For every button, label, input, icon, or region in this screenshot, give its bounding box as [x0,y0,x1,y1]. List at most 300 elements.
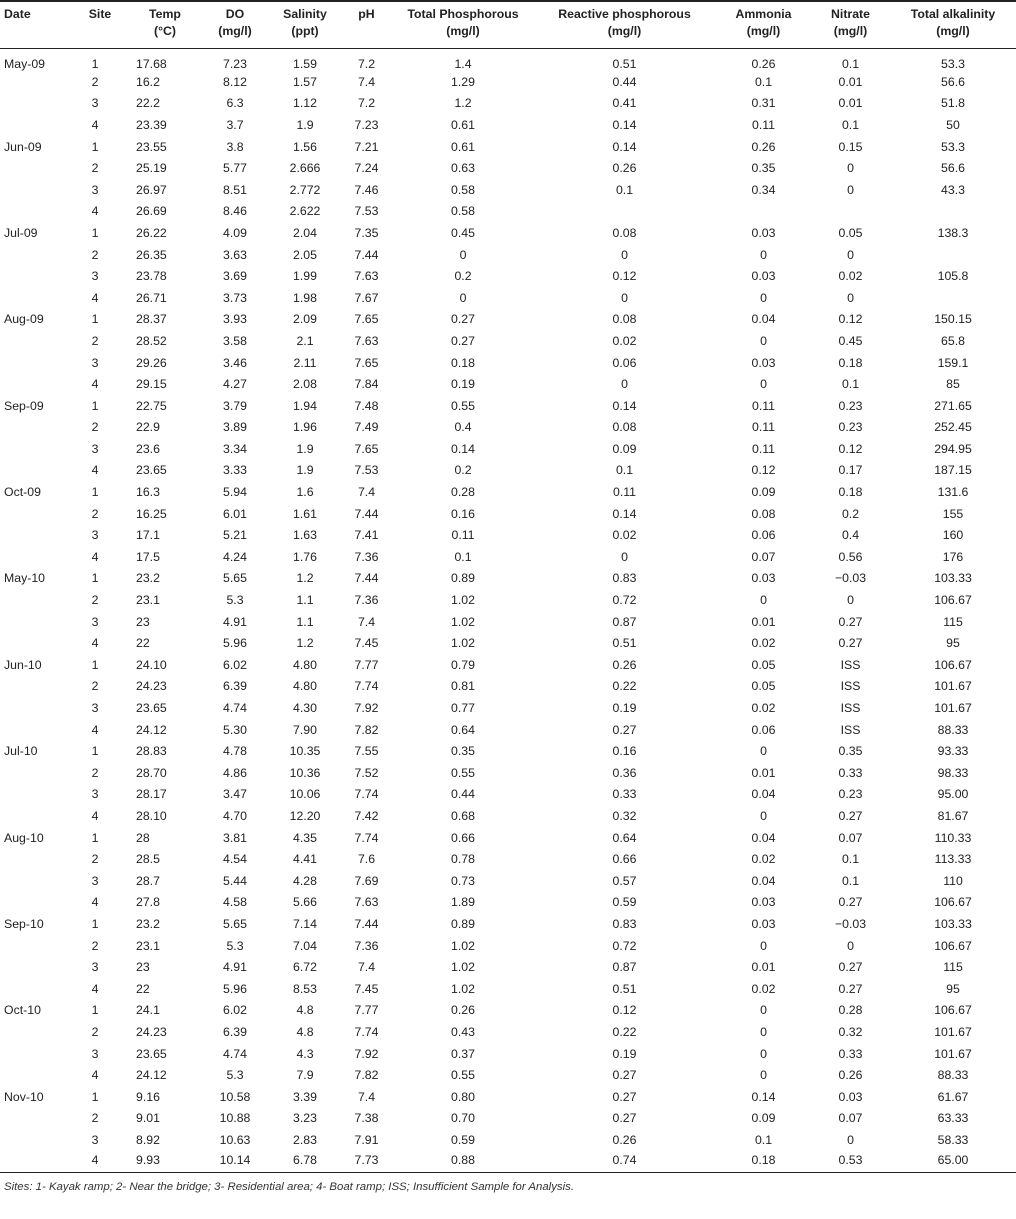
cell-reactive-phosphorous: 0.26 [612,161,637,176]
cell-nitrate [811,201,890,223]
cell-reactive-phosphorous: 0.87 [612,614,637,629]
cell-ammonia: 0.09 [751,485,776,500]
unit-do: (mg/l) [200,24,270,49]
cell-ammonia: 0.01 [751,765,776,780]
cell-ammonia: 0 [760,333,767,348]
cell-temp: 23.65 [136,701,167,716]
cell-total-alkalinity: 88.33 [937,1068,969,1083]
cell-ph: 7.6 [357,852,376,867]
cell-site: 1 [91,916,99,931]
cell-salinity: 1.9 [296,463,314,478]
cell-nitrate: 0.27 [838,808,863,823]
cell-ammonia: 0.04 [751,787,776,802]
table-row [0,330,1016,352]
cell-date: Jun-10 [4,657,42,672]
cell-total-phosphorous: 0.37 [451,1046,475,1061]
cell-ammonia: 0.14 [751,1089,776,1104]
cell-total-alkalinity: 106.67 [934,1003,972,1018]
cell-salinity: 2.11 [293,355,317,370]
cell-do: 10.88 [219,1111,251,1126]
cell-salinity: 4.8 [296,1003,314,1018]
cell-do: 6.3 [226,96,244,111]
cell-ammonia: 0.11 [751,420,776,435]
cell-temp: 24.23 [136,679,167,694]
cell-site: 3 [91,441,99,456]
table-row [0,1043,1016,1065]
cell-salinity: 7.90 [293,722,317,737]
cell-ammonia: 0.04 [751,830,776,845]
cell-reactive-phosphorous: 0.57 [612,873,637,888]
cell-reactive-phosphorous: 0.51 [612,636,637,651]
cell-date [0,762,70,784]
cell-salinity: 4.30 [293,701,317,716]
cell-nitrate: 0.05 [838,225,863,240]
cell-site: 4 [91,117,99,132]
cell-total-phosphorous: 0.27 [451,333,475,348]
cell-total-phosphorous: 0 [459,290,467,305]
table-row [0,265,1016,287]
cell-ph: 7.4 [357,960,376,975]
cell-ammonia: 0 [760,1068,767,1083]
cell-total-alkalinity: 271.65 [934,398,972,413]
cell-salinity: 2.772 [289,182,321,197]
cell-ammonia: 0 [760,1003,767,1018]
cell-date [0,956,70,978]
cell-ammonia: 0.02 [751,981,776,996]
cell-ph: 7.53 [354,204,379,219]
cell-nitrate: 0 [847,938,854,953]
cell-reactive-phosphorous: 0.12 [612,1003,637,1018]
cell-temp: 26.35 [136,247,167,262]
table-row [0,287,1016,309]
cell-total-alkalinity: 50 [946,117,960,132]
cell-salinity: 3.23 [293,1111,317,1126]
cell-nitrate: 0 [847,247,854,262]
cell-site: 2 [91,938,99,953]
cell-total-phosphorous: 0.64 [451,722,475,737]
cell-site: 4 [91,377,99,392]
cell-reactive-phosphorous: 0 [621,377,628,392]
cell-salinity: 2.09 [293,312,317,327]
cell-ammonia: 0.26 [751,57,776,71]
cell-total-alkalinity: 294.95 [934,441,972,456]
cell-temp: 17.5 [136,549,160,564]
cell-total-phosphorous: 0.26 [451,1003,475,1018]
cell-salinity: 1.2 [296,571,314,586]
cell-do: 4.24 [223,549,247,564]
cell-temp: 23.65 [136,463,167,478]
cell-ammonia: 0.03 [751,225,776,240]
cell-nitrate: 0.1 [841,57,860,71]
table-row [0,654,1016,676]
cell-temp: 24.10 [136,657,167,672]
cell-ammonia: 0 [760,744,767,759]
cell-total-phosphorous: 0.55 [451,398,475,413]
header-ph: pH [340,1,393,24]
cell-temp: 16.2 [136,74,160,89]
unit-ph [340,24,393,49]
cell-do: 5.3 [226,593,244,608]
cell-do: 3.73 [223,290,247,305]
cell-ph: 7.65 [354,441,379,456]
unit-temp: (°C) [130,24,200,49]
cell-ph: 7.77 [354,657,379,672]
cell-total-alkalinity: 155 [942,506,964,521]
table-row [0,417,1016,439]
cell-date [0,417,70,439]
table-row [0,1129,1016,1151]
cell-do: 5.94 [223,485,247,500]
header-ammonia: Ammonia [716,1,811,24]
cell-site: 2 [91,247,99,262]
cell-date [0,93,70,115]
cell-temp: 25.19 [136,161,167,176]
cell-site: 3 [91,1046,99,1061]
cell-temp: 23 [136,960,150,975]
cell-total-alkalinity: 98.33 [937,765,969,780]
table-footnote: Sites: 1- Kayak ramp; 2- Near the bridge; 3- Residential area; 4- Boat ramp; ISS; Insufficient Sample for Analysis. [4,1180,574,1193]
cell-temp: 23.55 [136,139,167,154]
cell-total-phosphorous: 0.88 [393,1151,533,1173]
table-row [0,697,1016,719]
cell-total-phosphorous: 0.73 [451,873,475,888]
cell-total-alkalinity: 113.33 [934,852,972,867]
cell-salinity: 4.3 [296,1046,314,1061]
cell-site: 3 [91,355,99,370]
cell-do: 10.14 [200,1151,270,1173]
cell-ph: 7.24 [354,161,379,176]
cell-ph: 7.74 [354,787,379,802]
cell-temp: 23.2 [136,571,160,586]
cell-date [0,352,70,374]
cell-do: 3.8 [226,139,244,154]
cell-salinity: 2.04 [293,225,317,240]
cell-total-alkalinity: 138.3 [937,225,969,240]
cell-site: 1 [91,139,99,154]
table-row [0,93,1016,115]
cell-date [0,201,70,223]
cell-total-alkalinity: 53.3 [941,57,965,71]
cell-nitrate: −0.03 [834,571,867,586]
cell-total-phosphorous: 1.02 [451,938,475,953]
table-row [0,222,1016,244]
cell-temp: 23.2 [136,916,160,931]
cell-total-phosphorous: 0.35 [451,744,475,759]
cell-total-phosphorous: 0.89 [451,916,475,931]
table-row [0,956,1016,978]
cell-date [0,157,70,179]
cell-date [0,503,70,525]
cell-salinity: 6.78 [270,1151,340,1173]
cell-date: Sep-09 [4,398,44,413]
cell-ph: 7.69 [354,873,379,888]
cell-do: 6.01 [223,506,247,521]
cell-ph: 7.44 [354,247,379,262]
cell-total-alkalinity: 103.33 [934,571,972,586]
header-date: Date [0,1,70,24]
cell-ammonia: 0.12 [751,463,776,478]
cell-site: 4 [91,895,99,910]
cell-reactive-phosphorous: 0.08 [612,312,637,327]
cell-ammonia: 0.03 [751,916,776,931]
cell-do: 3.63 [223,247,247,262]
cell-site: 3 [91,614,99,629]
cell-ph: 7.55 [354,744,379,759]
cell-ph: 7.82 [354,1068,379,1083]
cell-salinity: 12.20 [289,808,321,823]
cell-ph: 7.74 [354,679,379,694]
cell-reactive-phosphorous: 0.26 [612,657,637,672]
cell-site: 1 [91,57,99,71]
cell-site: 4 [91,636,99,651]
cell-reactive-phosphorous: 0.27 [612,1089,637,1104]
cell-site: 2 [91,593,99,608]
table-row [0,201,1016,223]
cell-salinity: 7.14 [293,916,317,931]
cell-site: 3 [91,182,99,197]
header-total-phosphorous: Total Phosphorous [393,1,533,24]
cell-total-phosphorous: 1.89 [451,895,475,910]
cell-total-alkalinity: 159.1 [937,355,969,370]
cell-date [0,1108,70,1130]
cell-do: 4.91 [223,960,247,975]
cell-total-alkalinity: 58.33 [937,1132,969,1147]
cell-temp: 16.3 [136,485,160,500]
cell-date [0,870,70,892]
unit-reactive-phosphorous: (mg/l) [533,24,716,49]
cell-site: 1 [91,1003,99,1018]
cell-salinity: 1.94 [293,398,317,413]
cell-do: 3.81 [223,830,247,845]
cell-date [0,719,70,741]
cell-site: 3 [91,787,99,802]
cell-nitrate: 0.12 [838,312,863,327]
cell-reactive-phosphorous: 0.44 [612,74,637,89]
cell-reactive-phosphorous: 0.19 [612,1046,637,1061]
cell-total-phosphorous: 0.45 [451,225,475,240]
cell-ph: 7.41 [354,528,379,543]
table-row [0,309,1016,331]
cell-do: 3.46 [223,355,247,370]
cell-salinity: 10.35 [289,744,321,759]
cell-temp: 29.15 [136,377,167,392]
cell-nitrate: 0.2 [841,506,860,521]
cell-ammonia: 0.04 [751,873,776,888]
cell-ph: 7.53 [354,463,379,478]
cell-salinity: 7.04 [293,938,317,953]
cell-nitrate: 0.18 [838,485,863,500]
table-row [0,373,1016,395]
cell-total-phosphorous: 0.11 [451,528,475,543]
cell-site: 2 [91,852,99,867]
cell-reactive-phosphorous: 0.14 [612,398,637,413]
cell-site: 4 [91,463,99,478]
cell-ph: 7.74 [354,830,379,845]
cell-nitrate: 0.53 [811,1151,890,1173]
cell-temp: 29.26 [136,355,167,370]
cell-ammonia: 0.07 [751,549,776,564]
cell-total-alkalinity [890,287,1016,309]
cell-total-phosphorous: 0.61 [451,117,475,132]
cell-total-phosphorous: 0.28 [451,485,475,500]
cell-reactive-phosphorous: 0.1 [615,182,634,197]
cell-salinity: 1.9 [296,117,314,132]
table-row [0,1021,1016,1043]
cell-do: 8.51 [223,182,247,197]
cell-ph: 7.44 [354,506,379,521]
cell-reactive-phosphorous: 0.08 [612,225,637,240]
cell-do: 3.69 [223,269,247,284]
cell-nitrate: 0.18 [838,355,863,370]
table-row [0,524,1016,546]
cell-ph: 7.36 [354,549,379,564]
cell-total-alkalinity: 53.3 [941,139,965,154]
cell-temp: 26.71 [136,290,167,305]
cell-total-phosphorous: 0.80 [451,1089,475,1104]
cell-date [0,546,70,568]
cell-date [0,438,70,460]
cell-do: 3.89 [223,420,247,435]
cell-total-phosphorous: 1.02 [451,981,475,996]
cell-total-alkalinity: 115 [943,960,963,975]
cell-temp: 23.65 [136,1046,167,1061]
cell-reactive-phosphorous: 0.27 [612,1068,637,1083]
cell-temp: 24.12 [136,1068,167,1083]
table-row [0,49,1016,72]
cell-total-alkalinity: 131.6 [937,485,969,500]
cell-date [0,697,70,719]
table-row [0,676,1016,698]
cell-site: 2 [91,161,99,176]
cell-do: 4.58 [223,895,247,910]
cell-reactive-phosphorous: 0.1 [615,463,634,478]
cell-total-alkalinity: 95 [946,636,960,651]
cell-salinity: 2.622 [289,204,321,219]
cell-nitrate: 0.27 [838,895,863,910]
cell-date [0,676,70,698]
cell-do: 4.78 [223,744,247,759]
cell-ph: 7.42 [354,808,379,823]
cell-salinity: 2.666 [289,161,321,176]
cell-do: 6.02 [223,1003,247,1018]
cell-total-phosphorous: 0.2 [454,269,472,284]
cell-temp: 28.5 [136,852,160,867]
cell-date [0,1064,70,1086]
cell-ammonia: 0.1 [754,74,773,89]
cell-ph: 7.77 [354,1003,379,1018]
table-row [0,762,1016,784]
cell-site: 3 [91,96,99,111]
cell-total-phosphorous: 1.2 [454,96,472,111]
cell-do: 6.39 [223,1024,247,1039]
cell-total-alkalinity: 95 [946,981,960,996]
cell-date [0,524,70,546]
cell-do: 3.7 [226,117,244,132]
cell-total-phosphorous: 1.4 [454,57,472,71]
cell-nitrate: 0.27 [838,981,863,996]
cell-total-alkalinity: 101.67 [934,1024,972,1039]
cell-ammonia: 0.01 [751,960,776,975]
cell-site: 4 [91,290,99,305]
cell-nitrate: 0 [847,161,854,176]
cell-reactive-phosphorous: 0.83 [612,916,637,931]
cell-site: 2 [91,679,99,694]
cell-date [0,611,70,633]
cell-do: 5.3 [226,938,244,953]
table-row [0,719,1016,741]
cell-do: 10.63 [219,1132,251,1147]
cell-site: 1 [91,312,99,327]
cell-temp: 28.70 [136,765,167,780]
cell-temp: 28 [136,830,150,845]
header-salinity: Salinity [270,1,340,24]
cell-ammonia: 0.03 [751,895,776,910]
cell-site: 2 [91,1024,99,1039]
cell-total-phosphorous: 0.78 [451,852,475,867]
cell-site: 1 [91,744,99,759]
cell-reactive-phosphorous: 0.06 [612,355,637,370]
cell-ph: 7.35 [354,225,379,240]
cell-date: May-10 [4,571,46,586]
table-row [0,1000,1016,1022]
cell-nitrate: 0.23 [838,420,863,435]
cell-ph: 7.67 [354,290,379,305]
cell-do: 10.58 [219,1089,251,1104]
cell-temp: 24.23 [136,1024,167,1039]
cell-total-phosphorous: 0.14 [451,441,475,456]
cell-salinity: 1.61 [293,506,317,521]
cell-ph: 7.92 [354,701,379,716]
cell-do: 4.74 [223,1046,247,1061]
cell-site: 1 [91,657,99,672]
cell-do: 8.12 [223,74,247,89]
cell-temp: 26.69 [136,204,167,219]
cell-total-alkalinity: 101.67 [934,679,972,694]
table-row [0,395,1016,417]
cell-date [0,330,70,352]
cell-do: 5.96 [223,636,247,651]
cell-total-alkalinity: 106.67 [934,657,972,672]
table-row [0,136,1016,158]
cell-temp: 23.6 [136,441,160,456]
unit-date [0,24,70,49]
cell-date: Sep-10 [4,916,44,931]
cell-do: 4.27 [223,377,247,392]
table-row [0,503,1016,525]
cell-total-phosphorous: 0.18 [451,355,475,370]
cell-nitrate: 0.1 [841,117,860,132]
cell-total-alkalinity: 101.67 [934,1046,972,1061]
header-temp: Temp [130,1,200,24]
table-row [0,870,1016,892]
cell-total-phosphorous: 0.68 [451,808,475,823]
cell-ph: 7.65 [354,312,379,327]
cell-ammonia: 0 [760,1046,767,1061]
cell-total-phosphorous: 0.1 [454,549,472,564]
cell-reactive-phosphorous: 0.32 [612,808,637,823]
cell-do: 4.09 [223,225,247,240]
table-row [0,546,1016,568]
cell-ammonia [716,201,811,223]
cell-do: 4.74 [223,701,247,716]
cell-total-alkalinity: 85 [946,377,960,392]
cell-reactive-phosphorous: 0.02 [612,528,637,543]
cell-total-phosphorous: 0 [459,247,467,262]
cell-ph: 7.63 [354,333,379,348]
cell-temp: 28.7 [136,873,160,888]
cell-salinity: 6.72 [293,960,317,975]
cell-ph: 7.4 [357,614,376,629]
